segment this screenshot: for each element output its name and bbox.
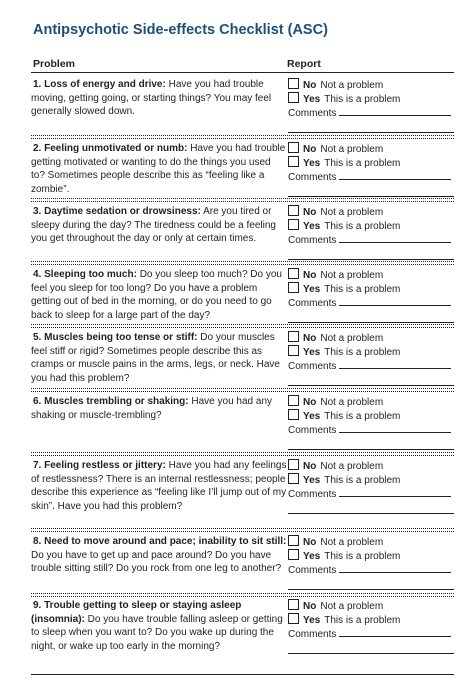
comments-label: Comments [288, 298, 337, 309]
question-5 [31, 331, 287, 385]
yes-checkbox[interactable] [288, 409, 299, 420]
question-8 [31, 535, 287, 576]
comments-field[interactable] [339, 233, 451, 243]
yes-label: Yes [303, 158, 321, 169]
question-text: Have you had trouble moving, getting going, or starting things? You may feel generally slowed down. [31, 79, 272, 117]
report-options-7 [288, 459, 454, 501]
question-number: 9. [33, 600, 42, 611]
question-text: Do you sleep too much? Do you feel you sleep for too long? Do you have a problem getting out of bed in the morning, or do you need to go back to sleep for a large part of the day? [31, 269, 282, 321]
yes-label: Yes [303, 615, 321, 626]
question-heading: Loss of energy and drive: [44, 79, 166, 90]
question-heading: Muscles being too tense or stiff: [44, 332, 198, 343]
comments-field-line[interactable] [288, 322, 454, 323]
comments-field[interactable] [339, 423, 451, 433]
no-label: No [303, 270, 317, 281]
yes-description: This is a problem [324, 94, 401, 105]
yes-checkbox[interactable] [288, 345, 299, 356]
no-label: No [303, 461, 317, 472]
comments-label: Comments [288, 235, 337, 246]
report-options-5 [288, 331, 454, 373]
comments-field-line[interactable] [288, 196, 454, 197]
comments-label: Comments [288, 108, 337, 119]
comments-label: Comments [288, 361, 337, 372]
yes-checkbox[interactable] [288, 156, 299, 167]
report-options-8 [288, 535, 454, 577]
comments-field[interactable] [339, 296, 451, 306]
yes-description: This is a problem [324, 475, 401, 486]
no-label: No [303, 537, 317, 548]
no-description: Not a problem [320, 601, 384, 612]
yes-description: This is a problem [324, 347, 401, 358]
yes-checkbox[interactable] [288, 549, 299, 560]
report-options-9 [288, 599, 454, 641]
question-number: 2. [33, 143, 42, 154]
no-description: Not a problem [320, 207, 384, 218]
no-label: No [303, 144, 317, 155]
comments-field[interactable] [339, 359, 451, 369]
item-divider [31, 261, 454, 262]
yes-description: This is a problem [324, 284, 401, 295]
comments-field[interactable] [339, 563, 451, 573]
question-text: Have you had any shaking or muscle-trembling? [31, 396, 273, 421]
comments-field-line[interactable] [288, 513, 454, 514]
question-heading: Sleeping too much: [44, 269, 137, 280]
no-label: No [303, 601, 317, 612]
question-heading: Trouble getting to sleep or staying asleep (insomnia): [31, 600, 242, 625]
question-text: Have you had any feelings of restlessness? There is an internal restlessness; people describe this experience as “feeling like I’ll jump out of my skin”. Have you had this problem? [31, 460, 287, 512]
question-number: 3. [33, 206, 42, 217]
no-checkbox[interactable] [288, 78, 299, 89]
no-checkbox[interactable] [288, 599, 299, 610]
comments-field-line[interactable] [288, 653, 454, 654]
no-description: Not a problem [320, 397, 384, 408]
comments-field-line[interactable] [288, 132, 454, 133]
comments-label: Comments [288, 489, 337, 500]
yes-description: This is a problem [324, 158, 401, 169]
comments-label: Comments [288, 629, 337, 640]
report-options-3 [288, 205, 454, 247]
report-options-6 [288, 395, 454, 437]
item-divider [31, 138, 454, 139]
no-checkbox[interactable] [288, 142, 299, 153]
question-number: 1. [33, 79, 42, 90]
yes-description: This is a problem [324, 615, 401, 626]
bottom-divider [31, 674, 454, 675]
comments-field[interactable] [339, 487, 451, 497]
yes-label: Yes [303, 221, 321, 232]
comments-field-line[interactable] [288, 259, 454, 260]
yes-label: Yes [303, 347, 321, 358]
yes-label: Yes [303, 411, 321, 422]
item-divider [31, 455, 454, 456]
item-divider [31, 201, 454, 202]
no-description: Not a problem [320, 333, 384, 344]
no-label: No [303, 207, 317, 218]
report-options-1 [288, 78, 454, 120]
question-9 [31, 599, 287, 653]
yes-description: This is a problem [324, 411, 401, 422]
question-text: Have you had trouble getting motivated or wanting to do the things you used to? Sometimes people describe this as “feeling like a zombie”. [31, 143, 286, 195]
question-number: 7. [33, 460, 42, 471]
item-divider [31, 264, 454, 265]
question-4 [31, 268, 287, 322]
comments-field-line[interactable] [288, 385, 454, 386]
yes-label: Yes [303, 551, 321, 562]
yes-checkbox[interactable] [288, 282, 299, 293]
item-divider [31, 327, 454, 328]
yes-checkbox[interactable] [288, 613, 299, 624]
item-divider [31, 324, 454, 325]
item-divider [31, 388, 454, 389]
yes-checkbox[interactable] [288, 219, 299, 230]
question-heading: Muscles trembling or shaking: [44, 396, 189, 407]
no-description: Not a problem [320, 144, 384, 155]
no-label: No [303, 333, 317, 344]
no-description: Not a problem [320, 80, 384, 91]
comments-field[interactable] [339, 627, 451, 637]
comments-field[interactable] [339, 106, 451, 116]
item-divider [31, 596, 454, 597]
no-checkbox[interactable] [288, 331, 299, 342]
question-text: Do you have to get up and pace around? Do you have trouble sitting still? Do you rock from one leg to another? [31, 549, 282, 574]
question-7 [31, 459, 287, 513]
no-checkbox[interactable] [288, 459, 299, 470]
comments-label: Comments [288, 565, 337, 576]
item-divider [31, 391, 454, 392]
question-number: 5. [33, 332, 42, 343]
item-divider [31, 531, 454, 532]
yes-checkbox[interactable] [288, 473, 299, 484]
yes-description: This is a problem [324, 221, 401, 232]
item-divider [31, 593, 454, 594]
no-checkbox[interactable] [288, 395, 299, 406]
question-number: 4. [33, 269, 42, 280]
report-options-4 [288, 268, 454, 310]
problem-column-header: Problem [33, 58, 76, 70]
no-label: No [303, 80, 317, 91]
question-2 [31, 142, 287, 196]
question-heading: Feeling unmotivated or numb: [44, 143, 188, 154]
question-6 [31, 395, 287, 422]
report-options-2 [288, 142, 454, 184]
question-heading: Daytime sedation or drowsiness: [44, 206, 201, 217]
question-number: 8. [33, 536, 42, 547]
item-divider [31, 452, 454, 453]
item-divider [31, 528, 454, 529]
question-heading: Need to move around and pace; inability to sit still: [44, 536, 287, 547]
no-description: Not a problem [320, 461, 384, 472]
question-text: Are you tired or sleepy during the day? The tiredness could be a feeling you get throughout the day or only at certain times. [31, 206, 276, 244]
no-label: No [303, 397, 317, 408]
question-number: 6. [33, 396, 42, 407]
report-column-header: Report [287, 58, 321, 70]
no-description: Not a problem [320, 270, 384, 281]
yes-checkbox[interactable] [288, 92, 299, 103]
question-text: Do you have trouble falling asleep or getting to sleep when you want to? Do you wake up during the night, or wake up too early in the morning? [31, 613, 283, 652]
yes-label: Yes [303, 94, 321, 105]
question-heading: Feeling restless or jittery: [44, 460, 166, 471]
no-checkbox[interactable] [288, 535, 299, 546]
header-divider [31, 72, 454, 73]
no-checkbox[interactable] [288, 205, 299, 216]
item-divider [31, 135, 454, 136]
comments-label: Comments [288, 172, 337, 183]
comments-field-line[interactable] [288, 589, 454, 590]
item-divider [31, 198, 454, 199]
page-title: Antipsychotic Side-effects Checklist (ASC) [33, 22, 328, 38]
yes-label: Yes [303, 284, 321, 295]
question-1 [31, 78, 287, 119]
comments-label: Comments [288, 425, 337, 436]
no-description: Not a problem [320, 537, 384, 548]
no-checkbox[interactable] [288, 268, 299, 279]
question-3 [31, 205, 287, 246]
yes-label: Yes [303, 475, 321, 486]
yes-description: This is a problem [324, 551, 401, 562]
comments-field-line[interactable] [288, 449, 454, 450]
question-text: Do your muscles feel stiff or rigid? Sometimes people describe this as cramps or muscle pains in the arms, legs, or neck. Have you had this problem? [31, 332, 280, 384]
comments-field[interactable] [339, 170, 451, 180]
